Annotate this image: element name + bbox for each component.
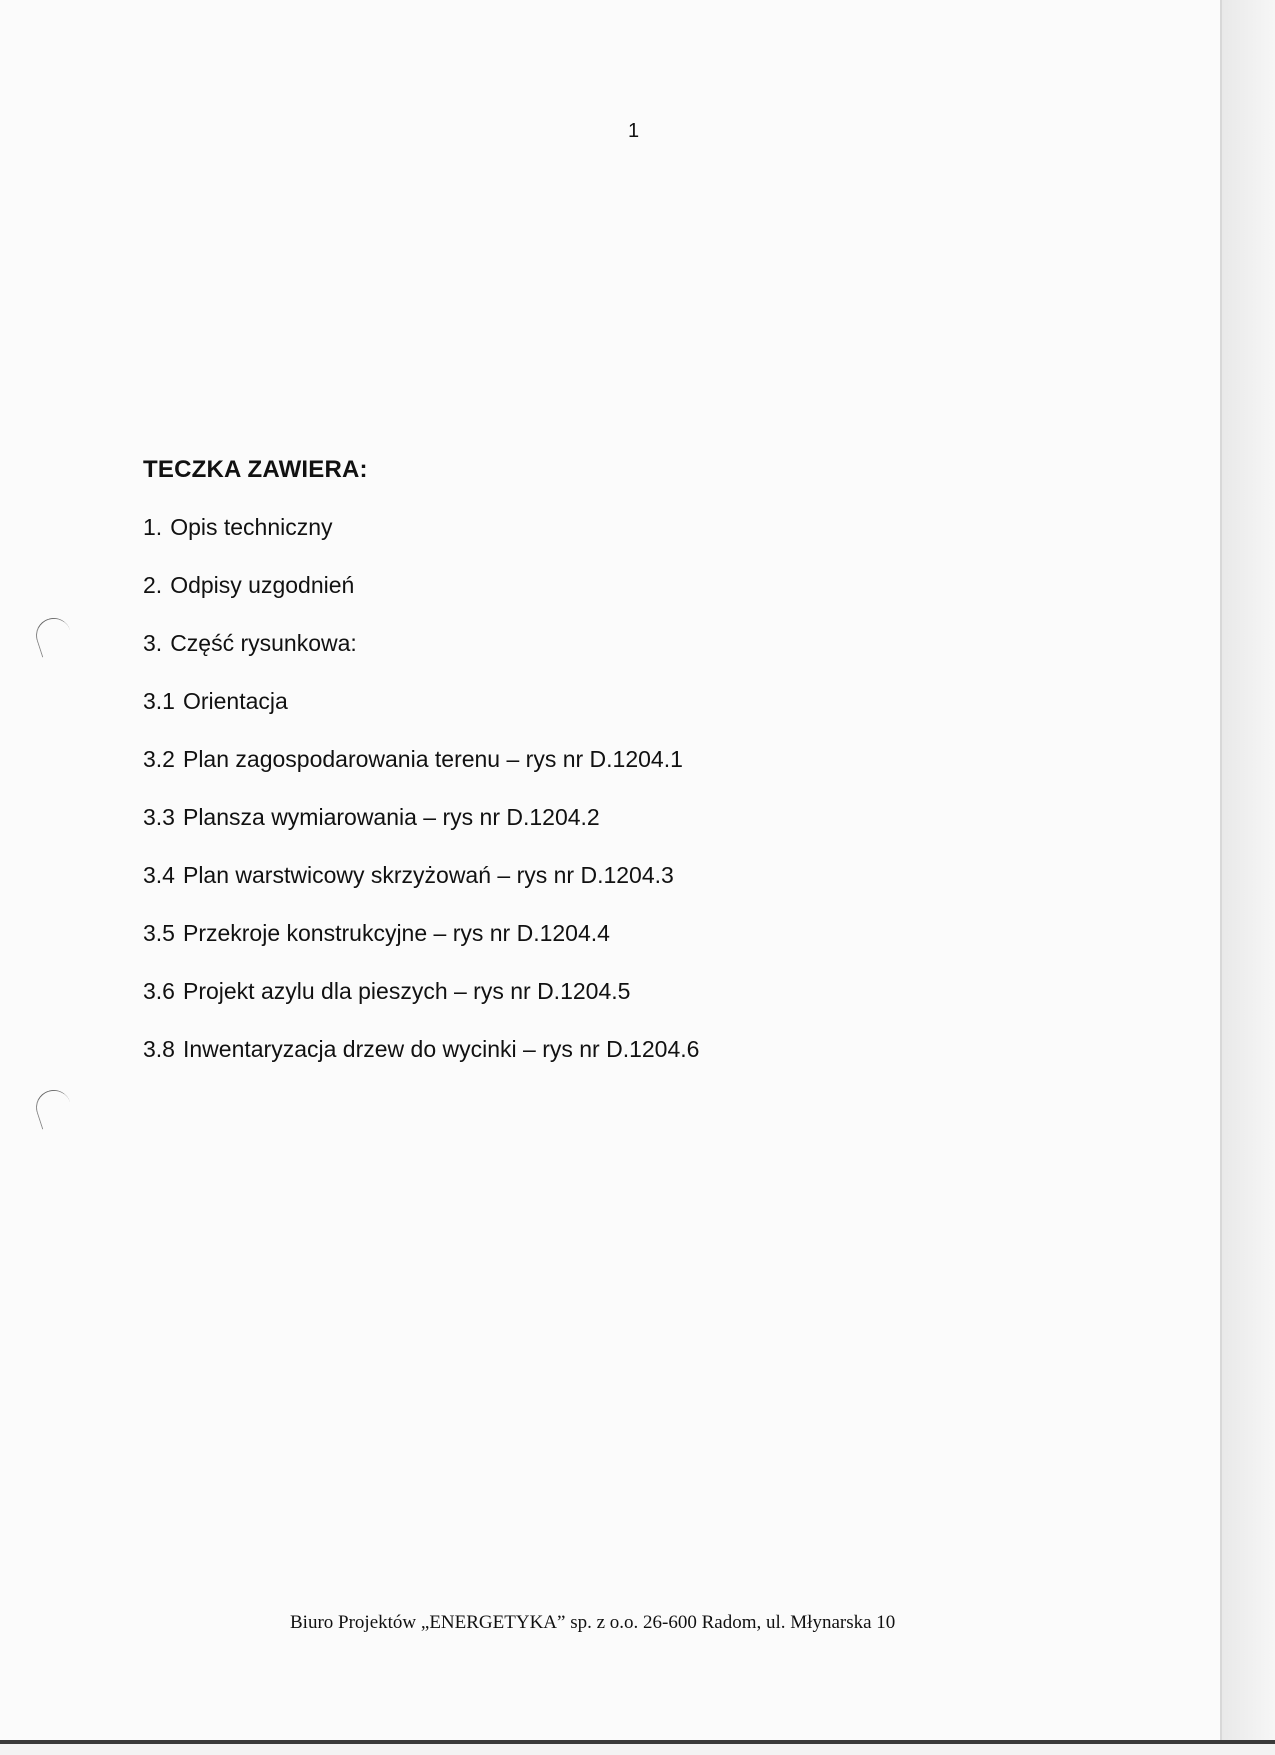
scan-margin <box>1222 0 1275 1740</box>
punch-hole-mark <box>31 613 75 657</box>
item-number: 3.6 <box>143 978 175 1004</box>
item-number: 3.3 <box>143 804 175 830</box>
item-number: 3. <box>143 630 163 656</box>
contents-list <box>143 512 699 1092</box>
list-item <box>143 686 699 744</box>
item-text: Odpisy uzgodnień <box>170 572 355 598</box>
list-item <box>143 628 699 686</box>
item-text: Opis techniczny <box>170 514 333 540</box>
list-item <box>143 744 699 802</box>
page-number: 1 <box>628 120 640 142</box>
item-text: Inwentaryzacja drzew do wycinki – rys nr D.1204.6 <box>182 1036 700 1062</box>
item-text: Część rysunkowa: <box>170 630 357 656</box>
item-number: 3.8 <box>143 1036 175 1062</box>
item-number: 2. <box>143 572 163 598</box>
list-item <box>143 860 699 918</box>
item-text: Plan zagospodarowania terenu – rys nr D.1204.1 <box>182 746 683 772</box>
item-text: Przekroje konstrukcyjne – rys nr D.1204.4 <box>182 920 610 946</box>
item-number: 1. <box>143 514 163 540</box>
list-item <box>143 512 699 570</box>
item-text: Plan warstwicowy skrzyżowań – rys nr D.1204.3 <box>182 862 674 888</box>
list-item <box>143 570 699 628</box>
punch-hole-mark <box>31 1085 75 1129</box>
item-text: Orientacja <box>182 688 288 714</box>
item-number: 3.5 <box>143 920 175 946</box>
list-item <box>143 1034 699 1092</box>
list-item <box>143 918 699 976</box>
item-number: 3.2 <box>143 746 175 772</box>
item-number: 3.1 <box>143 688 175 714</box>
list-item <box>143 802 699 860</box>
page-footer: Biuro Projektów „ENERGETYKA” sp. z o.o. 26-600 Radom, ul. Młynarska 10 <box>290 1612 896 1633</box>
scan-edge <box>0 1740 1275 1744</box>
list-item <box>143 976 699 1034</box>
contents-heading: TECZKA ZAWIERA: <box>143 456 368 483</box>
item-text: Projekt azylu dla pieszych – rys nr D.1204.5 <box>182 978 631 1004</box>
item-text: Plansza wymiarowania – rys nr D.1204.2 <box>182 804 600 830</box>
item-number: 3.4 <box>143 862 175 888</box>
